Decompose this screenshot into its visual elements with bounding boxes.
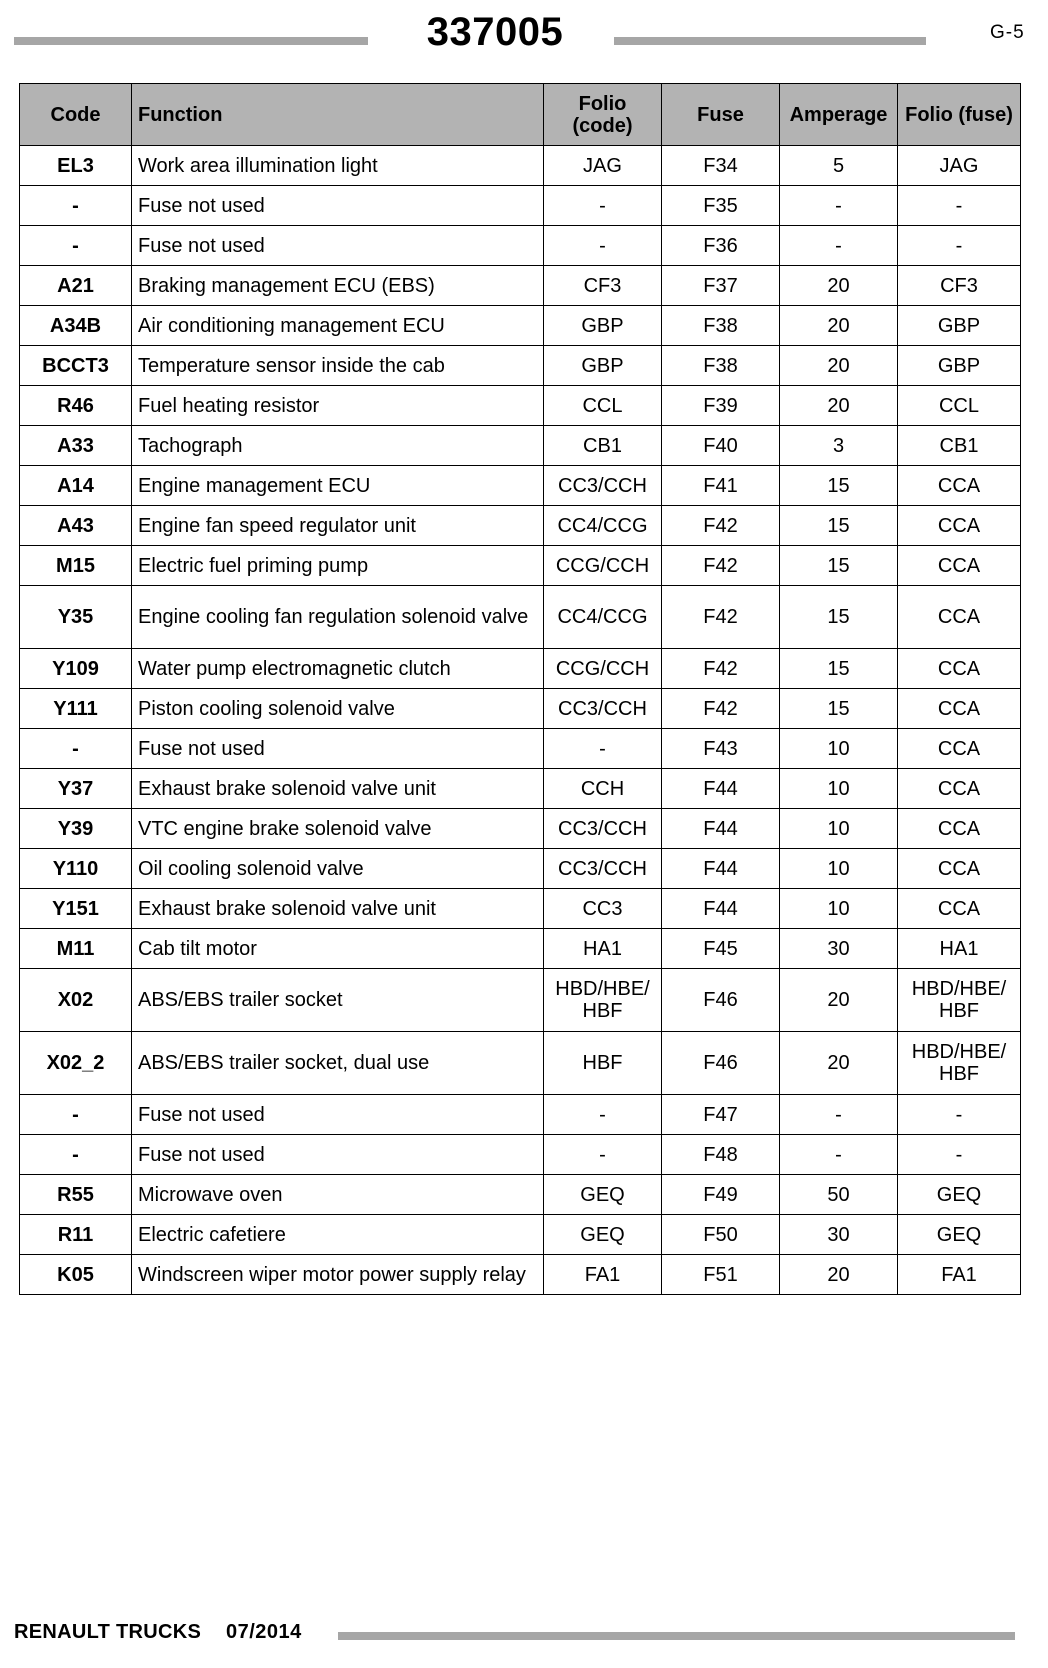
cell-amperage: 20 xyxy=(780,306,898,346)
cell-folio-code: FA1 xyxy=(544,1255,662,1295)
cell-fuse: F43 xyxy=(662,729,780,769)
cell-function: Fuel heating resistor xyxy=(132,386,544,426)
cell-folio-fuse: HA1 xyxy=(898,929,1021,969)
cell-function: ABS/EBS trailer socket, dual use xyxy=(132,1032,544,1095)
column-header-function: Function xyxy=(132,84,544,146)
cell-folio-fuse: - xyxy=(898,226,1021,266)
cell-folio-code: CCG/CCH xyxy=(544,546,662,586)
cell-folio-fuse: FA1 xyxy=(898,1255,1021,1295)
table-row xyxy=(20,809,1021,849)
cell-fuse: F51 xyxy=(662,1255,780,1295)
table-row xyxy=(20,1215,1021,1255)
cell-function: Cab tilt motor xyxy=(132,929,544,969)
cell-amperage: 20 xyxy=(780,346,898,386)
cell-amperage: 30 xyxy=(780,1215,898,1255)
cell-code: - xyxy=(20,226,132,266)
cell-folio-code: CB1 xyxy=(544,426,662,466)
cell-function: VTC engine brake solenoid valve xyxy=(132,809,544,849)
cell-fuse: F42 xyxy=(662,649,780,689)
cell-folio-code: CC3/CCH xyxy=(544,466,662,506)
cell-function: Air conditioning management ECU xyxy=(132,306,544,346)
table-row xyxy=(20,649,1021,689)
column-header-folio-fuse: Folio (fuse) xyxy=(898,84,1021,146)
cell-folio-fuse: CCA xyxy=(898,769,1021,809)
cell-folio-fuse: CCA xyxy=(898,546,1021,586)
cell-folio-fuse: - xyxy=(898,1135,1021,1175)
cell-folio-fuse: CCA xyxy=(898,506,1021,546)
cell-function: Electric fuel priming pump xyxy=(132,546,544,586)
cell-fuse: F50 xyxy=(662,1215,780,1255)
cell-folio-fuse: CCL xyxy=(898,386,1021,426)
cell-code: Y39 xyxy=(20,809,132,849)
cell-function: Exhaust brake solenoid valve unit xyxy=(132,769,544,809)
cell-code: A43 xyxy=(20,506,132,546)
cell-amperage: 10 xyxy=(780,809,898,849)
cell-function: Fuse not used xyxy=(132,226,544,266)
table-row xyxy=(20,506,1021,546)
cell-folio-code: CC4/CCG xyxy=(544,506,662,546)
cell-code: A21 xyxy=(20,266,132,306)
cell-fuse: F42 xyxy=(662,506,780,546)
cell-amperage: - xyxy=(780,226,898,266)
cell-function: Engine cooling fan regulation solenoid valve xyxy=(132,586,544,649)
cell-code: Y111 xyxy=(20,689,132,729)
cell-fuse: F42 xyxy=(662,689,780,729)
table-row xyxy=(20,889,1021,929)
cell-code: A33 xyxy=(20,426,132,466)
cell-amperage: 20 xyxy=(780,266,898,306)
cell-fuse: F45 xyxy=(662,929,780,969)
cell-folio-fuse: CCA xyxy=(898,889,1021,929)
cell-function: Piston cooling solenoid valve xyxy=(132,689,544,729)
column-header-folio-code: Folio (code) xyxy=(544,84,662,146)
cell-folio-fuse: HBD/HBE/ HBF xyxy=(898,1032,1021,1095)
cell-folio-fuse: - xyxy=(898,186,1021,226)
cell-fuse: F46 xyxy=(662,969,780,1032)
cell-function: Fuse not used xyxy=(132,186,544,226)
cell-folio-code: - xyxy=(544,186,662,226)
column-header-amperage: Amperage xyxy=(780,84,898,146)
cell-amperage: 15 xyxy=(780,466,898,506)
cell-amperage: 3 xyxy=(780,426,898,466)
cell-folio-code: GBP xyxy=(544,346,662,386)
cell-folio-fuse: GBP xyxy=(898,346,1021,386)
table-row xyxy=(20,466,1021,506)
cell-folio-code: CC4/CCG xyxy=(544,586,662,649)
cell-code: R55 xyxy=(20,1175,132,1215)
cell-folio-code: CC3/CCH xyxy=(544,849,662,889)
cell-function: Exhaust brake solenoid valve unit xyxy=(132,889,544,929)
cell-code: BCCT3 xyxy=(20,346,132,386)
cell-amperage: 20 xyxy=(780,969,898,1032)
cell-code: M11 xyxy=(20,929,132,969)
cell-code: X02 xyxy=(20,969,132,1032)
cell-function: Oil cooling solenoid valve xyxy=(132,849,544,889)
cell-amperage: 15 xyxy=(780,649,898,689)
table-row xyxy=(20,226,1021,266)
cell-fuse: F38 xyxy=(662,346,780,386)
cell-folio-fuse: CCA xyxy=(898,466,1021,506)
cell-amperage: - xyxy=(780,1135,898,1175)
cell-folio-code: GEQ xyxy=(544,1215,662,1255)
cell-folio-code: CC3/CCH xyxy=(544,809,662,849)
table-row xyxy=(20,306,1021,346)
cell-fuse: F47 xyxy=(662,1095,780,1135)
cell-amperage: 15 xyxy=(780,586,898,649)
cell-code: X02_2 xyxy=(20,1032,132,1095)
cell-code: Y35 xyxy=(20,586,132,649)
cell-code: Y109 xyxy=(20,649,132,689)
table-row xyxy=(20,266,1021,306)
cell-function: Water pump electromagnetic clutch xyxy=(132,649,544,689)
cell-folio-fuse: CCA xyxy=(898,849,1021,889)
cell-fuse: F49 xyxy=(662,1175,780,1215)
fuse-table xyxy=(19,83,1021,1295)
cell-folio-fuse: GEQ xyxy=(898,1215,1021,1255)
cell-function: Work area illumination light xyxy=(132,146,544,186)
cell-code: EL3 xyxy=(20,146,132,186)
cell-folio-fuse: CCA xyxy=(898,649,1021,689)
cell-function: Braking management ECU (EBS) xyxy=(132,266,544,306)
footer-rule xyxy=(338,1632,1015,1640)
table-row xyxy=(20,346,1021,386)
cell-amperage: 30 xyxy=(780,929,898,969)
cell-folio-fuse: GBP xyxy=(898,306,1021,346)
cell-amperage: 10 xyxy=(780,849,898,889)
cell-fuse: F40 xyxy=(662,426,780,466)
cell-folio-fuse: - xyxy=(898,1095,1021,1135)
cell-fuse: F44 xyxy=(662,889,780,929)
cell-amperage: 20 xyxy=(780,1032,898,1095)
cell-amperage: 15 xyxy=(780,546,898,586)
cell-amperage: 50 xyxy=(780,1175,898,1215)
cell-amperage: - xyxy=(780,1095,898,1135)
table-body xyxy=(20,146,1021,1295)
cell-folio-fuse: CB1 xyxy=(898,426,1021,466)
cell-code: - xyxy=(20,1135,132,1175)
column-header-fuse: Fuse xyxy=(662,84,780,146)
cell-code: - xyxy=(20,729,132,769)
cell-code: R46 xyxy=(20,386,132,426)
cell-amperage: 10 xyxy=(780,769,898,809)
cell-code: - xyxy=(20,1095,132,1135)
cell-folio-code: HBD/HBE/ HBF xyxy=(544,969,662,1032)
cell-folio-code: - xyxy=(544,1095,662,1135)
cell-folio-code: - xyxy=(544,226,662,266)
cell-folio-code: CC3 xyxy=(544,889,662,929)
table-row xyxy=(20,969,1021,1032)
table-row xyxy=(20,546,1021,586)
cell-fuse: F37 xyxy=(662,266,780,306)
cell-folio-code: CCG/CCH xyxy=(544,649,662,689)
cell-amperage: 20 xyxy=(780,386,898,426)
cell-function: Windscreen wiper motor power supply relay xyxy=(132,1255,544,1295)
cell-folio-code: CCL xyxy=(544,386,662,426)
cell-amperage: 10 xyxy=(780,889,898,929)
cell-code: A14 xyxy=(20,466,132,506)
cell-folio-code: - xyxy=(544,1135,662,1175)
table-row xyxy=(20,1032,1021,1095)
cell-folio-code: CCH xyxy=(544,769,662,809)
cell-folio-fuse: CF3 xyxy=(898,266,1021,306)
cell-function: Microwave oven xyxy=(132,1175,544,1215)
table-row xyxy=(20,849,1021,889)
cell-fuse: F44 xyxy=(662,769,780,809)
header-rule-left xyxy=(14,37,368,45)
cell-fuse: F41 xyxy=(662,466,780,506)
table-row xyxy=(20,186,1021,226)
table-row xyxy=(20,929,1021,969)
cell-fuse: F48 xyxy=(662,1135,780,1175)
header-rule-right xyxy=(614,37,926,45)
cell-function: Engine fan speed regulator unit xyxy=(132,506,544,546)
cell-fuse: F36 xyxy=(662,226,780,266)
cell-fuse: F44 xyxy=(662,809,780,849)
cell-folio-fuse: HBD/HBE/ HBF xyxy=(898,969,1021,1032)
table-row xyxy=(20,426,1021,466)
cell-amperage: 20 xyxy=(780,1255,898,1295)
cell-folio-fuse: CCA xyxy=(898,809,1021,849)
cell-function: Temperature sensor inside the cab xyxy=(132,346,544,386)
cell-function: Engine management ECU xyxy=(132,466,544,506)
cell-amperage: 5 xyxy=(780,146,898,186)
cell-folio-fuse: CCA xyxy=(898,729,1021,769)
cell-code: Y151 xyxy=(20,889,132,929)
cell-fuse: F39 xyxy=(662,386,780,426)
cell-code: R11 xyxy=(20,1215,132,1255)
cell-code: K05 xyxy=(20,1255,132,1295)
footer-brand: RENAULT TRUCKS xyxy=(14,1621,202,1643)
page-reference: G-5 xyxy=(990,22,1025,43)
column-header-code: Code xyxy=(20,84,132,146)
table-row xyxy=(20,1175,1021,1215)
cell-function: Fuse not used xyxy=(132,729,544,769)
table-row xyxy=(20,1135,1021,1175)
cell-folio-fuse: CCA xyxy=(898,689,1021,729)
cell-folio-fuse: CCA xyxy=(898,586,1021,649)
cell-folio-code: HA1 xyxy=(544,929,662,969)
table-row xyxy=(20,1255,1021,1295)
table-row xyxy=(20,689,1021,729)
cell-code: A34B xyxy=(20,306,132,346)
table-row xyxy=(20,1095,1021,1135)
table-row xyxy=(20,146,1021,186)
cell-function: Fuse not used xyxy=(132,1135,544,1175)
cell-folio-code: GBP xyxy=(544,306,662,346)
table-row xyxy=(20,729,1021,769)
cell-function: ABS/EBS trailer socket xyxy=(132,969,544,1032)
table-row xyxy=(20,586,1021,649)
cell-folio-code: JAG xyxy=(544,146,662,186)
cell-fuse: F44 xyxy=(662,849,780,889)
cell-amperage: - xyxy=(780,186,898,226)
cell-folio-code: CF3 xyxy=(544,266,662,306)
cell-folio-code: CC3/CCH xyxy=(544,689,662,729)
cell-fuse: F38 xyxy=(662,306,780,346)
table-header-row xyxy=(20,84,1021,146)
cell-fuse: F35 xyxy=(662,186,780,226)
cell-fuse: F34 xyxy=(662,146,780,186)
table-row xyxy=(20,769,1021,809)
cell-fuse: F42 xyxy=(662,586,780,649)
cell-function: Fuse not used xyxy=(132,1095,544,1135)
cell-fuse: F42 xyxy=(662,546,780,586)
document-number: 337005 xyxy=(426,10,564,54)
cell-folio-fuse: GEQ xyxy=(898,1175,1021,1215)
cell-code: M15 xyxy=(20,546,132,586)
cell-code: Y110 xyxy=(20,849,132,889)
footer-date: 07/2014 xyxy=(226,1621,302,1643)
cell-amperage: 10 xyxy=(780,729,898,769)
cell-folio-fuse: JAG xyxy=(898,146,1021,186)
cell-folio-code: GEQ xyxy=(544,1175,662,1215)
cell-amperage: 15 xyxy=(780,689,898,729)
cell-fuse: F46 xyxy=(662,1032,780,1095)
cell-code: - xyxy=(20,186,132,226)
cell-folio-code: HBF xyxy=(544,1032,662,1095)
cell-function: Electric cafetiere xyxy=(132,1215,544,1255)
table-row xyxy=(20,386,1021,426)
cell-folio-code: - xyxy=(544,729,662,769)
cell-code: Y37 xyxy=(20,769,132,809)
cell-function: Tachograph xyxy=(132,426,544,466)
cell-amperage: 15 xyxy=(780,506,898,546)
